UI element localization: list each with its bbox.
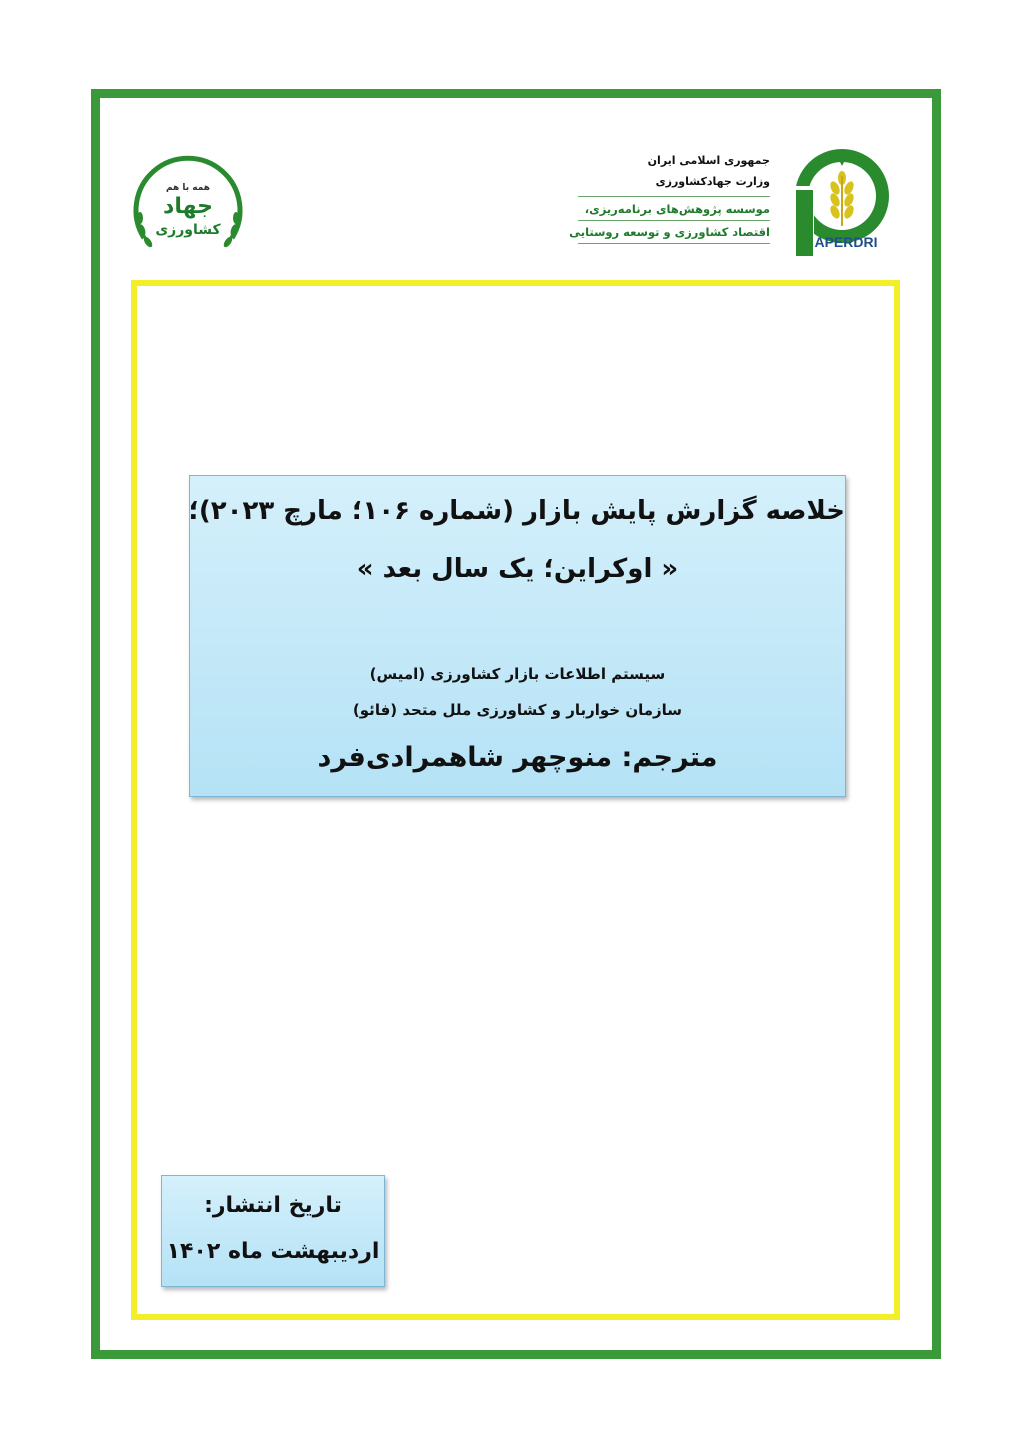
aperdri-emblem-icon [780, 146, 898, 258]
institute-name-line2: اقتصاد کشاورزی و توسعه روستایی [569, 225, 770, 239]
seal-sub: کشاورزی [155, 222, 221, 238]
report-title-line1: خلاصه گزارش پایش بازار (شماره ۱۰۶؛ مارچ ۲۰۲۳)؛ [188, 496, 845, 526]
institute-name-line1: موسسه پژوهش‌های برنامه‌ریزی، [584, 202, 770, 216]
title-box [189, 475, 846, 797]
aperdri-acronym: APERDRI [814, 234, 878, 250]
institute-logo-block [569, 146, 898, 261]
source-system: سیستم اطلاعات بازار کشاورزی (امیس) [369, 665, 666, 683]
publication-date-label: تاریخ انتشار: [204, 1193, 342, 1218]
divider-line [578, 220, 770, 221]
divider-line [578, 243, 770, 244]
jahad-keshavarzi-seal-icon [126, 150, 250, 274]
publication-date-value: اردیبهشت ماه ۱۴۰۲ [166, 1239, 380, 1264]
report-title-line2: « اوکراین؛ یک سال بعد » [356, 554, 679, 584]
source-organization: سازمان خواربار و کشاورزی ملل متحد (فائو) [352, 701, 683, 719]
inner-yellow-border [131, 280, 900, 1320]
seal-slogan: همه با هم [165, 183, 211, 193]
translator: مترجم: منوچهر شاهمرادی‌فرد [317, 742, 718, 773]
ministry-name: وزارت جهادکشاورزی [655, 175, 770, 188]
publication-date-box [161, 1175, 385, 1287]
seal-main: جهاد [163, 194, 213, 219]
government-name: جمهوری اسلامی ایران [647, 154, 770, 167]
divider-line [578, 196, 770, 197]
